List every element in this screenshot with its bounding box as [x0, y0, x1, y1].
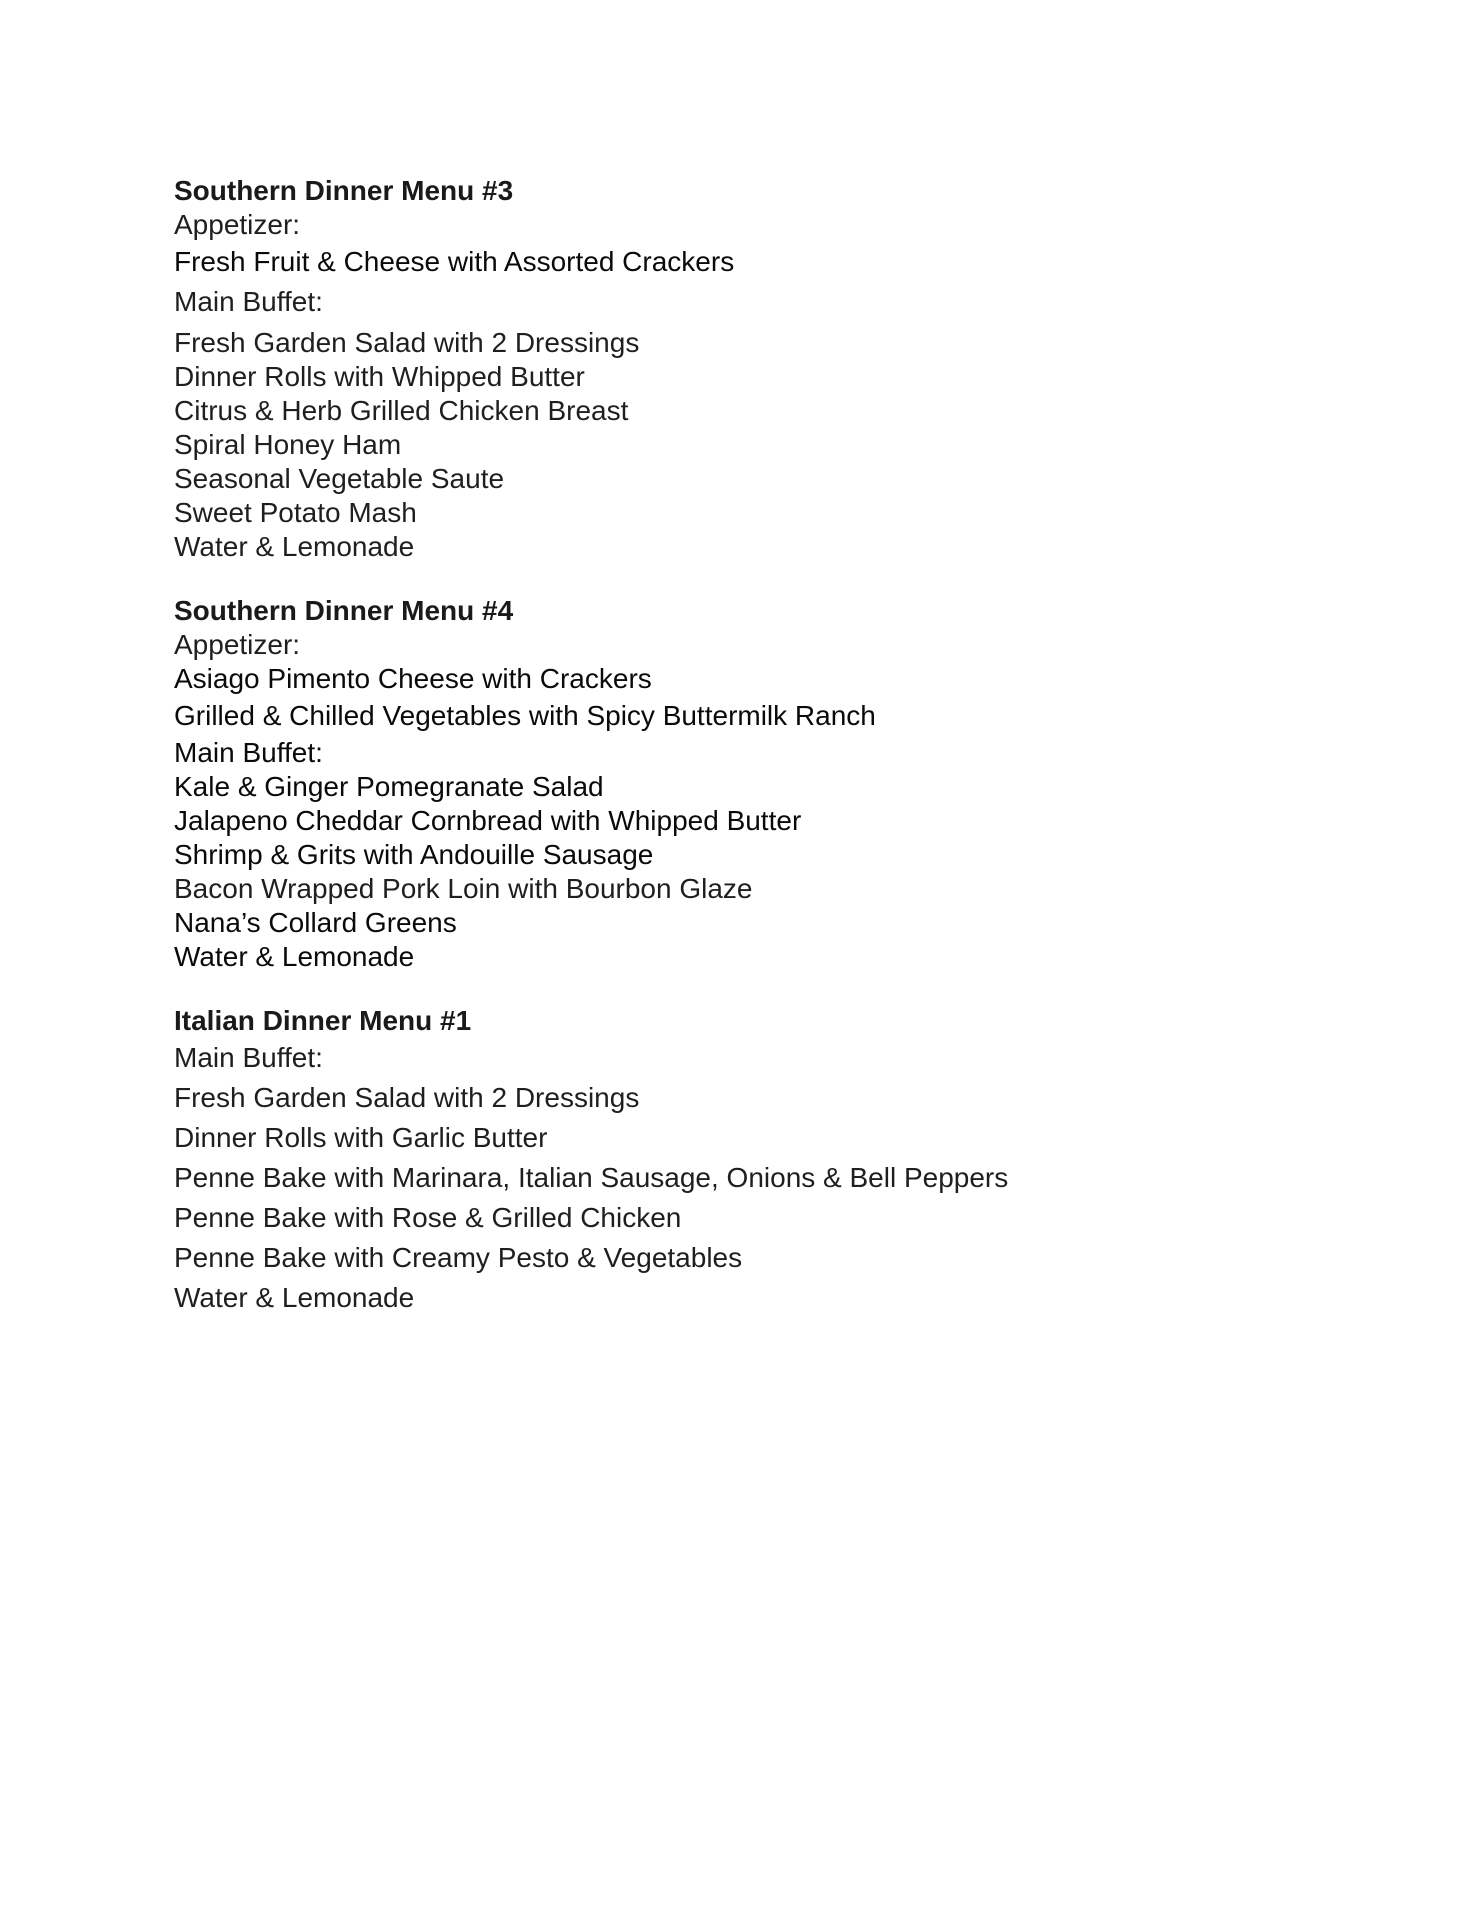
menu-section-italian-1	[174, 1004, 1374, 1318]
main-item: Water & Lemonade	[174, 941, 415, 972]
main-item: Seasonal Vegetable Saute	[174, 463, 505, 494]
menu-title: Southern Dinner Menu #4	[174, 595, 514, 626]
main-item: Jalapeno Cheddar Cornbread with Whipped Butter	[174, 805, 802, 836]
main-item: Nana’s Collard Greens	[174, 907, 457, 938]
main-item: Shrimp & Grits with Andouille Sausage	[174, 839, 654, 870]
main-buffet-label: Main Buffet:	[174, 286, 323, 317]
main-item: Dinner Rolls with Whipped Butter	[174, 361, 585, 392]
main-item: Penne Bake with Marinara, Italian Sausage, Onions & Bell Peppers	[174, 1162, 1009, 1193]
menu-section-southern-4	[174, 594, 1374, 974]
menu-title: Southern Dinner Menu #3	[174, 175, 514, 206]
appetizer-item: Grilled & Chilled Vegetables with Spicy Buttermilk Ranch	[174, 700, 876, 731]
main-buffet-label: Main Buffet:	[174, 737, 323, 768]
menu-document	[174, 174, 1374, 1348]
appetizer-item: Asiago Pimento Cheese with Crackers	[174, 663, 652, 694]
appetizer-item: Fresh Fruit & Cheese with Assorted Crackers	[174, 246, 735, 277]
appetizer-label: Appetizer:	[174, 629, 301, 660]
main-item: Penne Bake with Creamy Pesto & Vegetables	[174, 1242, 743, 1273]
main-item: Spiral Honey Ham	[174, 429, 402, 460]
main-buffet-label: Main Buffet:	[174, 1042, 323, 1073]
main-item: Water & Lemonade	[174, 531, 415, 562]
main-item: Citrus & Herb Grilled Chicken Breast	[174, 395, 629, 426]
appetizer-label: Appetizer:	[174, 209, 301, 240]
main-item: Penne Bake with Rose & Grilled Chicken	[174, 1202, 682, 1233]
main-item: Water & Lemonade	[174, 1282, 415, 1313]
main-item: Kale & Ginger Pomegranate Salad	[174, 771, 604, 802]
main-item: Fresh Garden Salad with 2 Dressings	[174, 327, 640, 358]
menu-section-southern-3	[174, 174, 1374, 564]
main-item: Fresh Garden Salad with 2 Dressings	[174, 1082, 640, 1113]
main-item: Dinner Rolls with Garlic Butter	[174, 1122, 548, 1153]
main-item: Bacon Wrapped Pork Loin with Bourbon Glaze	[174, 873, 753, 904]
menu-title: Italian Dinner Menu #1	[174, 1005, 472, 1036]
main-item: Sweet Potato Mash	[174, 497, 417, 528]
